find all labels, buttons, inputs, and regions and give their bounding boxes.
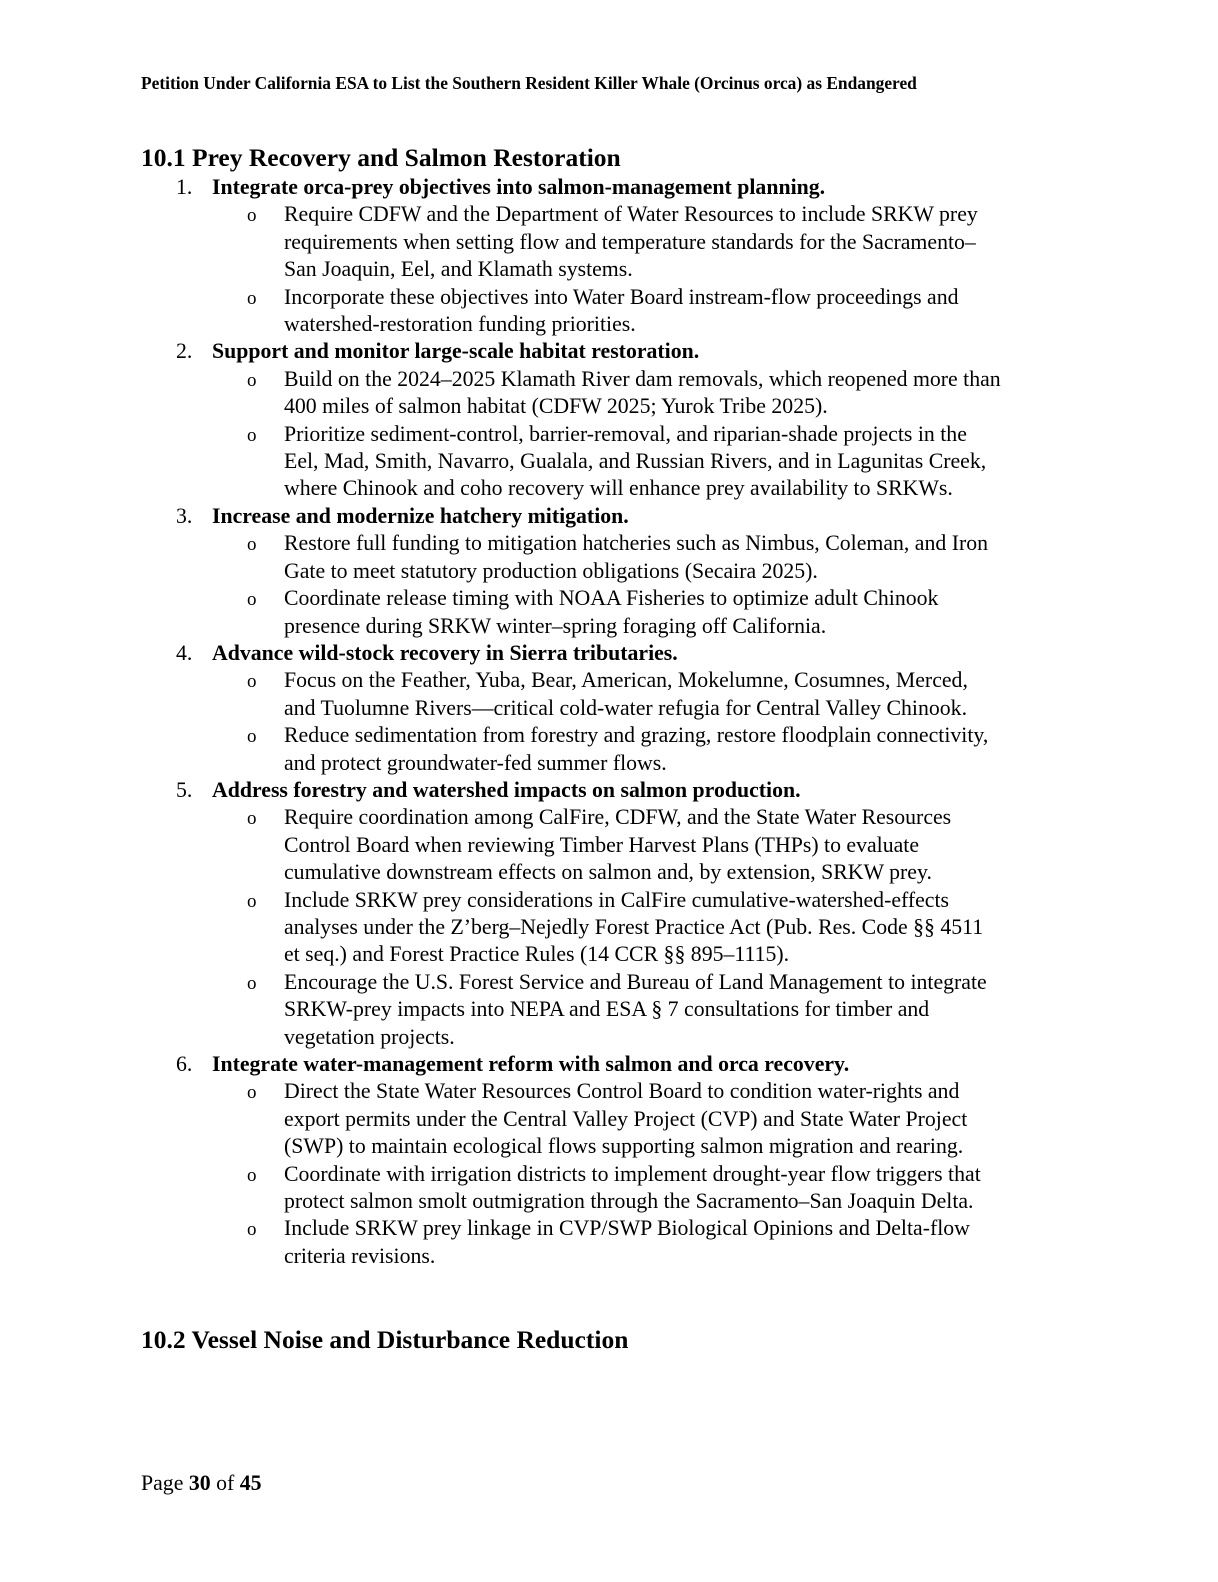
list-item-title-text: Integrate orca-prey objectives into salmon-management planning.: [212, 175, 826, 199]
bullet-icon: o: [247, 287, 257, 309]
list-item-title-text: Integrate water-management reform with salmon and orca recovery.: [212, 1052, 850, 1076]
list-item-number: 6.: [176, 1052, 193, 1076]
sub-item-line: analyses under the Z’berg–Nejedly Forest Practice Act (Pub. Res. Code §§ 4511: [284, 914, 984, 939]
bullet-icon: o: [247, 1219, 257, 1241]
list-item-number: 1.: [176, 175, 193, 199]
sub-item-line: SRKW-prey impacts into NEPA and ESA § 7 consultations for timber and: [284, 997, 930, 1022]
bullet-icon: o: [247, 671, 257, 693]
sub-item-line: where Chinook and coho recovery will enhance prey availability to SRKWs.: [284, 476, 953, 501]
sub-item-line: criteria revisions.: [284, 1243, 436, 1268]
sub-item: [0, 1078, 1218, 1160]
sub-item-line: Coordinate with irrigation districts to implement drought-year flow triggers that: [284, 1161, 981, 1186]
list-item-title-text: Address forestry and watershed impacts on salmon production.: [212, 777, 801, 802]
list-item-title-text: Increase and modernize hatchery mitigation.: [212, 503, 629, 528]
sub-item-line: presence during SRKW winter–spring foraging off California.: [284, 613, 827, 638]
sub-item-line: Gate to meet statutory production obligations (Secaira 2025).: [284, 558, 818, 583]
sub-item: [0, 585, 1218, 640]
sub-item-line: Require CDFW and the Department of Water Resources to include SRKW prey: [284, 202, 978, 227]
list-item-title-text: Advance wild-stock recovery in Sierra tributaries.: [212, 640, 678, 665]
sub-item: [0, 667, 1218, 722]
list-item-title: [0, 174, 1218, 201]
sub-item-line: protect salmon smolt outmigration through the Sacramento–San Joaquin Delta.: [284, 1189, 974, 1214]
list-item-title: [0, 777, 1218, 804]
sub-item-line: Prioritize sediment-control, barrier-removal, and riparian-shade projects in the: [284, 421, 967, 446]
bullet-icon: o: [247, 369, 257, 391]
list-item: [0, 338, 1218, 502]
bullet-icon: o: [247, 424, 257, 446]
list-item-title: [0, 338, 1218, 365]
sub-item-line: 400 miles of salmon habitat (CDFW 2025; Yurok Tribe 2025).: [284, 394, 828, 419]
sub-item-line: Eel, Mad, Smith, Navarro, Gualala, and Russian Rivers, and in Lagunitas Creek,: [284, 449, 987, 474]
list-item: [0, 503, 1218, 640]
sub-item-line: Incorporate these objectives into Water Board instream-flow proceedings and: [284, 284, 959, 309]
section-heading-prey-recovery: 10.1 Prey Recovery and Salmon Restoration: [141, 143, 621, 172]
bullet-icon: o: [247, 1082, 257, 1104]
list-item-title: [0, 1051, 1218, 1078]
page-number: 30: [188, 1471, 211, 1495]
page-label: Page: [141, 1471, 184, 1495]
bullet-icon: o: [247, 534, 257, 556]
sub-item-line: Require coordination among CalFire, CDFW, and the State Water Resources: [284, 805, 952, 830]
bullet-icon: o: [247, 589, 257, 611]
list-item-title: [0, 503, 1218, 530]
list-item-number: 3.: [176, 503, 193, 528]
list-item: [0, 640, 1218, 777]
sub-item: [0, 1161, 1218, 1216]
sub-item-line: Include SRKW prey considerations in CalFire cumulative-watershed-effects: [284, 887, 950, 912]
bullet-icon: o: [247, 1164, 257, 1186]
sub-item-line: (SWP) to maintain ecological flows supporting salmon migration and rearing.: [284, 1134, 964, 1159]
sub-item-line: vegetation projects.: [284, 1024, 455, 1049]
list-item: [0, 1051, 1218, 1270]
list-item: [0, 777, 1218, 1051]
sub-item: [0, 722, 1218, 777]
total-pages: 45: [239, 1471, 262, 1495]
sub-item-line: Include SRKW prey linkage in CVP/SWP Biological Opinions and Delta-flow: [284, 1216, 970, 1241]
sub-item: [0, 530, 1218, 585]
sub-item-line: and Tuolumne Rivers—critical cold-water refugia for Central Valley Chinook.: [284, 695, 968, 720]
sub-item: [0, 887, 1218, 969]
page-footer: [141, 1471, 262, 1496]
sub-item-line: export permits under the Central Valley Project (CVP) and State Water Project: [284, 1106, 968, 1131]
sub-item: [0, 1215, 1218, 1270]
sub-item: [0, 284, 1218, 339]
sub-item: [0, 201, 1218, 283]
sub-item: [0, 804, 1218, 886]
list-item-number: 4.: [176, 640, 193, 665]
sub-item-line: Focus on the Feather, Yuba, Bear, American, Mokelumne, Cosumnes, Merced,: [284, 668, 968, 693]
bullet-icon: o: [247, 972, 257, 994]
list-item-title-text: Support and monitor large-scale habitat restoration.: [212, 339, 700, 364]
list-item-number: 5.: [176, 777, 193, 802]
bullet-icon: o: [247, 205, 257, 227]
bullet-icon: o: [247, 808, 257, 830]
sub-item-line: San Joaquin, Eel, and Klamath systems.: [284, 257, 633, 282]
sub-item-line: Restore full funding to mitigation hatcheries such as Nimbus, Coleman, and Iron: [284, 531, 989, 556]
section-heading-vessel-noise: 10.2 Vessel Noise and Disturbance Reduction: [141, 1325, 629, 1354]
list-item: [0, 174, 1218, 338]
sub-item-line: Direct the State Water Resources Control Board to condition water-rights and: [284, 1079, 960, 1104]
sub-item: [0, 366, 1218, 421]
sub-item-line: requirements when setting flow and temperature standards for the Sacramento–: [284, 229, 976, 254]
sub-item-line: cumulative downstream effects on salmon and, by extension, SRKW prey.: [284, 860, 932, 885]
sub-item: [0, 969, 1218, 1051]
sub-item-line: Reduce sedimentation from forestry and grazing, restore floodplain connectivity,: [284, 723, 989, 748]
sub-item-line: watershed-restoration funding priorities.: [284, 312, 636, 337]
of-label: of: [216, 1471, 235, 1495]
sub-item-line: Control Board when reviewing Timber Harvest Plans (THPs) to evaluate: [284, 832, 920, 857]
sub-item-line: Build on the 2024–2025 Klamath River dam removals, which reopened more than: [284, 366, 1001, 391]
sub-item-line: and protect groundwater-fed summer flows.: [284, 750, 667, 775]
bullet-icon: o: [247, 726, 257, 748]
sub-item-line: Encourage the U.S. Forest Service and Bureau of Land Management to integrate: [284, 969, 987, 994]
running-header: Petition Under California ESA to List the Southern Resident Killer Whale (Orcinus orca) as Endangered: [141, 73, 917, 93]
sub-item-line: Coordinate release timing with NOAA Fisheries to optimize adult Chinook: [284, 586, 939, 611]
sub-item-line: et seq.) and Forest Practice Rules (14 CCR §§ 895–1115).: [284, 942, 790, 967]
list-item-title: [0, 640, 1218, 667]
recommendation-list: [0, 174, 1218, 1270]
list-item-number: 2.: [176, 339, 193, 364]
bullet-icon: o: [247, 890, 257, 912]
sub-item: [0, 421, 1218, 503]
